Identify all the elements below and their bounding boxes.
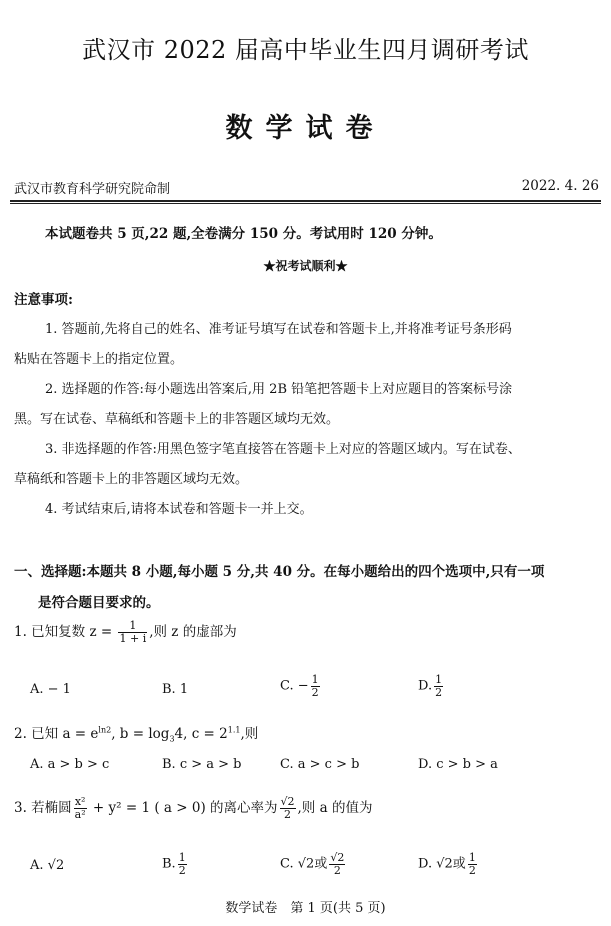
q3-option-c: C. √2或 $\frac{√2}{2}$ — [280, 851, 345, 877]
header-rule-thin — [10, 203, 601, 204]
q2-option-b: B. c > a > b — [162, 757, 242, 772]
exam-date: 2022. 4. 26 — [521, 178, 599, 194]
issuer: 武汉市教育科学研究院命制 — [14, 182, 171, 197]
q1-option-a: A. − 1 — [30, 682, 71, 697]
q3-option-b: B. $\frac{1}{2}$ — [162, 851, 186, 877]
q3-option-a: A. √2 — [30, 858, 65, 873]
exam-info: 本试题卷共 5 页,22 题,全卷满分 150 分。考试用时 120 分钟。 — [45, 226, 442, 242]
q2-option-d: D. c > b > a — [418, 757, 498, 772]
q1-option-d: D. $\frac{1}{2}$ — [418, 673, 443, 699]
notice-item-2-cont: 黑。写在试卷、草稿纸和答题卡上的非答题区域均无效。 — [14, 412, 340, 427]
q3-eccentricity: $\frac{√2}{2}$ — [280, 795, 295, 821]
q1-stem: 1. 已知复数 z = — [14, 624, 117, 640]
question-3: 3. 若椭圆 $\frac{\text{x²}}{\text{a²}}$ + y² = 1 ( a > 0) 的离心率为 $\frac{√2}{2}$ ,则 a 的值为 — [14, 795, 373, 821]
header-rule — [10, 200, 601, 202]
notice-item-4: 4. 考试结束后,请将本试卷和答题卡一并上交。 — [45, 502, 313, 517]
exam-subject: 数学试卷 — [225, 113, 386, 144]
question-1 — [14, 620, 237, 645]
notice-item-1-cont: 粘贴在答题卡上的指定位置。 — [14, 352, 184, 367]
exam-title: 武汉市 2022 届高中毕业生四月调研考试 — [82, 36, 529, 64]
q1-option-b: B. 1 — [162, 682, 189, 697]
q3-option-d: D. √2或 $\frac{1}{2}$ — [418, 851, 476, 877]
notice-title: 注意事项: — [14, 292, 73, 308]
section-heading: 一、选择题:本题共 8 小题,每小题 5 分,共 40 分。在每小题给出的四个选项中,只有一项 — [14, 564, 545, 580]
section-heading-cont: 是符合题目要求的。 — [38, 595, 160, 611]
q2-option-c: C. a > c > b — [280, 757, 360, 772]
q2-option-a: A. a > b > c — [30, 757, 110, 772]
q1-fraction: $\frac{1}{1 + i}$ — [119, 619, 147, 645]
q3-ellipse-fraction: $\frac{\text{x²}}{\text{a²}}$ — [74, 795, 86, 821]
q1-stem-end: ,则 z 的虚部为 — [149, 624, 237, 640]
notice-item-3: 3. 非选择题的作答:用黑色签字笔直接答在答题卡上对应的答题区域内。写在试卷、 — [45, 442, 521, 457]
notice-item-1: 1. 答题前,先将自己的姓名、准考证号填写在试卷和答题卡上,并将准考证号条形码 — [45, 322, 512, 337]
question-2: 2. 已知 $a = e^{ln2}$, $b = \log_34$, $c = 2^{1.1}$,则 — [14, 725, 259, 744]
good-luck-banner: ★祝考试顺利★ — [263, 259, 348, 273]
page-footer: 数学试卷 第 1 页(共 5 页) — [225, 901, 386, 916]
q1-option-c: C. − $\frac{1}{2}$ — [280, 673, 319, 699]
notice-item-3-cont: 草稿纸和答题卡上的非答题区域均无效。 — [14, 472, 249, 487]
notice-item-2: 2. 选择题的作答:每小题选出答案后,用 2B 铅笔把答题卡上对应题目的答案标号涂 — [45, 382, 513, 397]
